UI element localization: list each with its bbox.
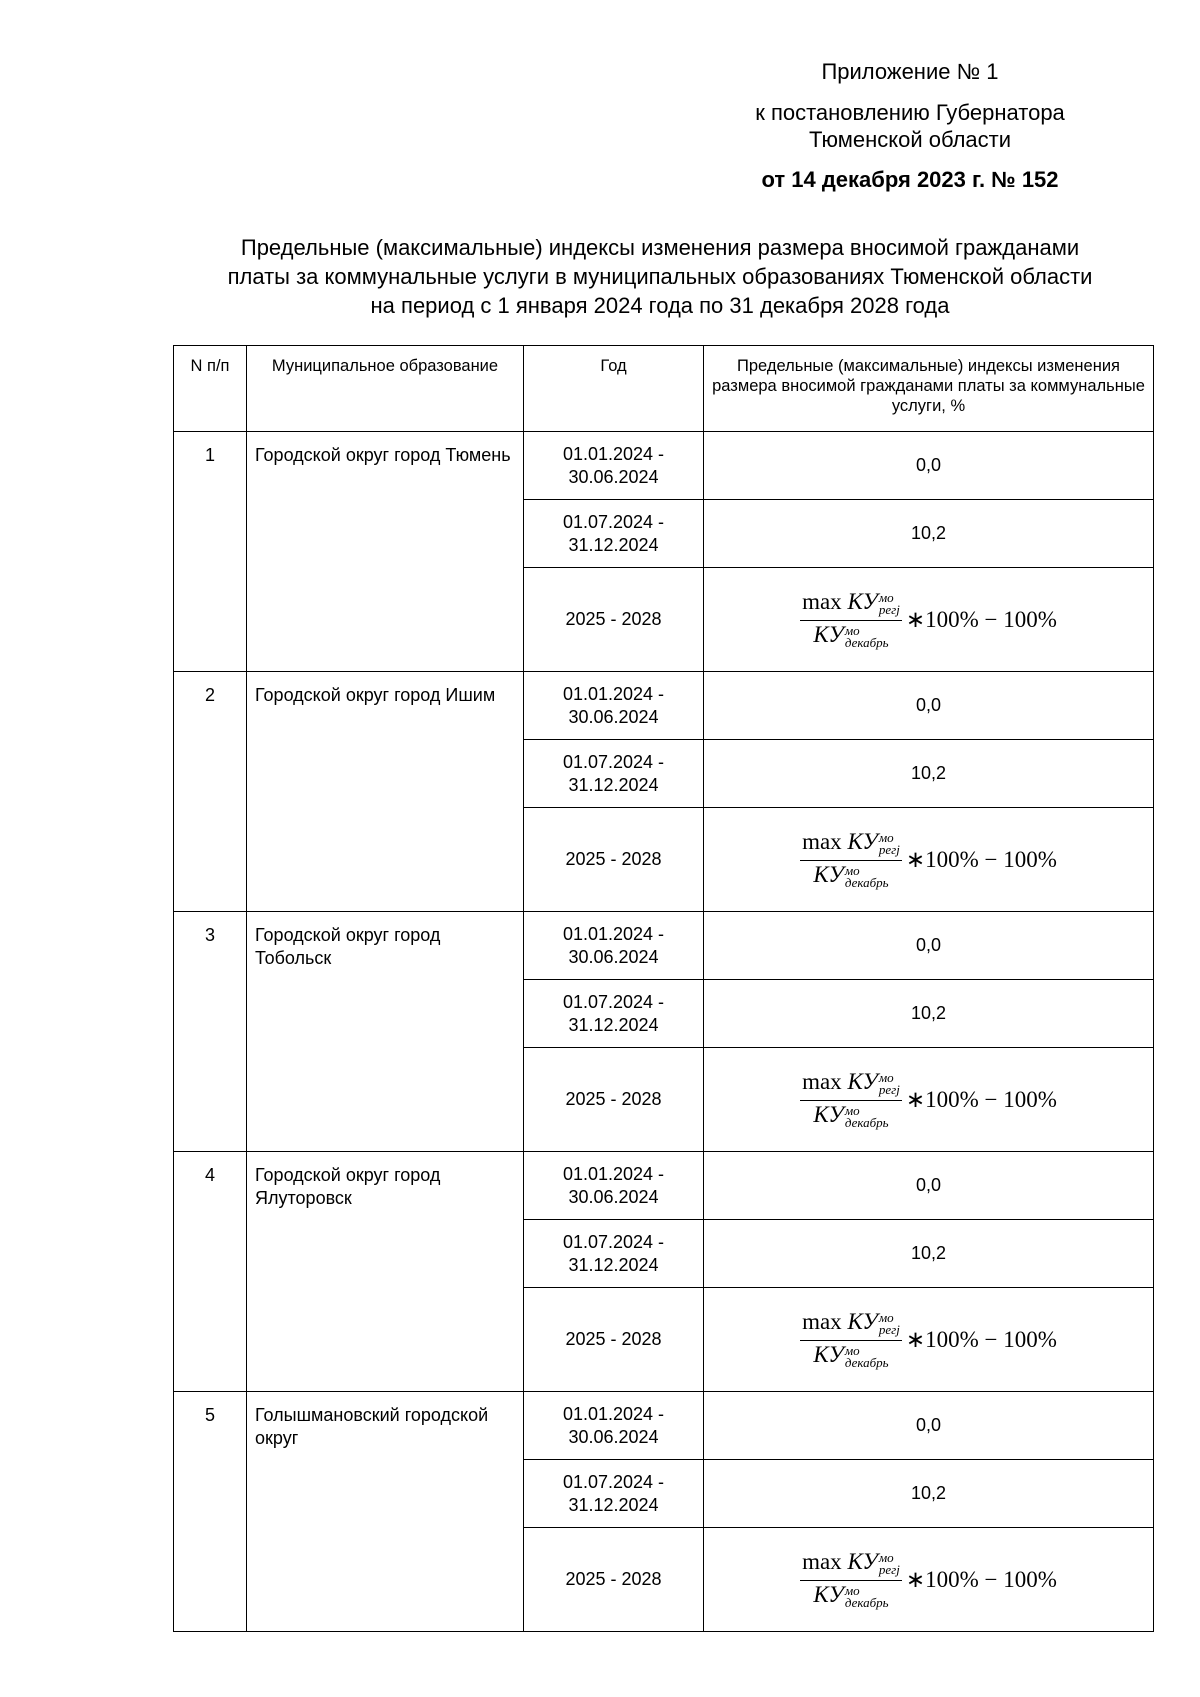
formula-fraction [800, 1550, 902, 1608]
period-cell: 01.07.2024 - 31.12.2024 [524, 500, 704, 568]
index-value: 10,2 [704, 1460, 1154, 1528]
index-formula-cell [704, 1288, 1154, 1392]
header-municipality: Муниципальное образование [247, 346, 524, 432]
index-formula-cell [704, 1048, 1154, 1152]
index-formula [800, 590, 1057, 648]
index-value: 0,0 [704, 432, 1154, 500]
formula-fraction [800, 830, 902, 888]
index-formula [800, 830, 1057, 888]
table-row [174, 432, 1154, 500]
index-value: 10,2 [704, 980, 1154, 1048]
formula-superscript: мо [878, 1070, 894, 1085]
formula-denominator [811, 1581, 890, 1609]
period-cell: 01.01.2024 - 30.06.2024 [524, 1392, 704, 1460]
formula-superscript: мо [878, 1550, 894, 1565]
index-value: 0,0 [704, 672, 1154, 740]
index-value: 0,0 [704, 1152, 1154, 1220]
formula-superscript: мо [844, 622, 860, 638]
formula-subscript: регj [878, 602, 900, 617]
formula-subscript: регj [878, 1562, 900, 1577]
formula-tail: ∗100% − 100% [905, 1327, 1057, 1352]
index-formula-cell [704, 1528, 1154, 1632]
formula-numerator [800, 1550, 902, 1581]
header-number: N п/п [174, 346, 247, 432]
appendix-label: Приложение № 1 [821, 59, 999, 84]
resolution-reference: к постановлению Губернатора Тюменской области [755, 100, 1065, 152]
index-formula [800, 1310, 1057, 1368]
period-cell: 2025 - 2028 [524, 808, 704, 912]
formula-ku: КУ [847, 829, 878, 855]
formula-numerator [800, 1310, 902, 1341]
period-cell: 01.07.2024 - 31.12.2024 [524, 740, 704, 808]
formula-max: max [802, 589, 842, 615]
formula-subscript: регj [878, 1082, 900, 1097]
index-formula-cell [704, 808, 1154, 912]
formula-superscript: мо [844, 1102, 860, 1118]
formula-ku: КУ [813, 622, 844, 647]
formula-denominator [811, 1341, 890, 1369]
formula-subscript: декабрь [844, 874, 889, 890]
period-cell: 2025 - 2028 [524, 1048, 704, 1152]
index-value: 10,2 [704, 1220, 1154, 1288]
formula-superscript: мо [844, 1582, 860, 1598]
index-value: 10,2 [704, 740, 1154, 808]
formula-fraction [800, 590, 902, 648]
header-index: Предельные (максимальные) индексы изменения размера вносимой гражданами платы за коммунальные услуги, % [704, 346, 1154, 432]
table-row [174, 1152, 1154, 1220]
formula-numerator [800, 830, 902, 861]
index-table [173, 345, 1154, 1632]
formula-numerator [800, 1070, 902, 1101]
formula-ku: КУ [847, 1309, 878, 1335]
period-cell: 2025 - 2028 [524, 568, 704, 672]
header-year: Год [524, 346, 704, 432]
formula-ku: КУ [813, 1102, 844, 1127]
table-header-row [174, 346, 1154, 432]
formula-fraction [800, 1070, 902, 1128]
index-value: 0,0 [704, 912, 1154, 980]
index-formula-cell [704, 568, 1154, 672]
formula-ku: КУ [847, 1549, 878, 1575]
formula-numerator [800, 590, 902, 621]
row-number: 5 [174, 1392, 247, 1632]
formula-max: max [802, 1069, 842, 1095]
municipality-name: Городской округ город Ишим [247, 672, 524, 912]
period-cell: 01.07.2024 - 31.12.2024 [524, 1220, 704, 1288]
municipality-name: Голышмановский городской округ [247, 1392, 524, 1632]
row-number: 4 [174, 1152, 247, 1392]
formula-tail: ∗100% − 100% [905, 1087, 1057, 1112]
index-value: 10,2 [704, 500, 1154, 568]
row-number: 3 [174, 912, 247, 1152]
table-body [174, 432, 1154, 1632]
period-cell: 2025 - 2028 [524, 1288, 704, 1392]
formula-max: max [802, 829, 842, 855]
index-formula [800, 1550, 1057, 1608]
formula-max: max [802, 1549, 842, 1575]
formula-superscript: мо [844, 1342, 860, 1358]
formula-subscript: декабрь [844, 634, 889, 650]
document-title: Предельные (максимальные) индексы изменения размера вносимой гражданами платы за коммунальные услуги в муниципальных образованиях Тюменской области на период с 1 января 2024 года по 31 декабря 2028 года [227, 235, 1093, 318]
formula-max: max [802, 1309, 842, 1335]
municipality-name: Городской округ город Тобольск [247, 912, 524, 1152]
resolution-date: от 14 декабря 2023 г. № 152 [761, 167, 1059, 192]
table-row [174, 672, 1154, 740]
formula-superscript: мо [844, 862, 860, 878]
period-cell: 01.01.2024 - 30.06.2024 [524, 432, 704, 500]
municipality-name: Городской округ город Ялуторовск [247, 1152, 524, 1392]
formula-ku: КУ [813, 1582, 844, 1607]
row-number: 2 [174, 672, 247, 912]
municipality-name: Городской округ город Тюмень [247, 432, 524, 672]
index-value: 0,0 [704, 1392, 1154, 1460]
period-cell: 01.01.2024 - 30.06.2024 [524, 1152, 704, 1220]
formula-superscript: мо [878, 590, 894, 605]
formula-subscript: декабрь [844, 1114, 889, 1130]
row-number: 1 [174, 432, 247, 672]
formula-superscript: мо [878, 830, 894, 845]
formula-subscript: декабрь [844, 1594, 889, 1610]
period-cell: 01.01.2024 - 30.06.2024 [524, 672, 704, 740]
formula-superscript: мо [878, 1310, 894, 1325]
formula-tail: ∗100% − 100% [905, 607, 1057, 632]
formula-subscript: регj [878, 842, 900, 857]
table-row [174, 912, 1154, 980]
formula-ku: КУ [847, 1069, 878, 1095]
formula-fraction [800, 1310, 902, 1368]
period-cell: 01.07.2024 - 31.12.2024 [524, 980, 704, 1048]
period-cell: 01.01.2024 - 30.06.2024 [524, 912, 704, 980]
index-formula [800, 1070, 1057, 1128]
formula-subscript: регj [878, 1322, 900, 1337]
formula-denominator [811, 621, 890, 649]
formula-subscript: декабрь [844, 1354, 889, 1370]
formula-tail: ∗100% − 100% [905, 1567, 1057, 1592]
period-cell: 01.07.2024 - 31.12.2024 [524, 1460, 704, 1528]
formula-ku: КУ [813, 862, 844, 887]
formula-denominator [811, 861, 890, 889]
formula-tail: ∗100% − 100% [905, 847, 1057, 872]
formula-ku: КУ [847, 589, 878, 615]
formula-denominator [811, 1101, 890, 1129]
formula-ku: КУ [813, 1342, 844, 1367]
period-cell: 2025 - 2028 [524, 1528, 704, 1632]
table-row [174, 1392, 1154, 1460]
